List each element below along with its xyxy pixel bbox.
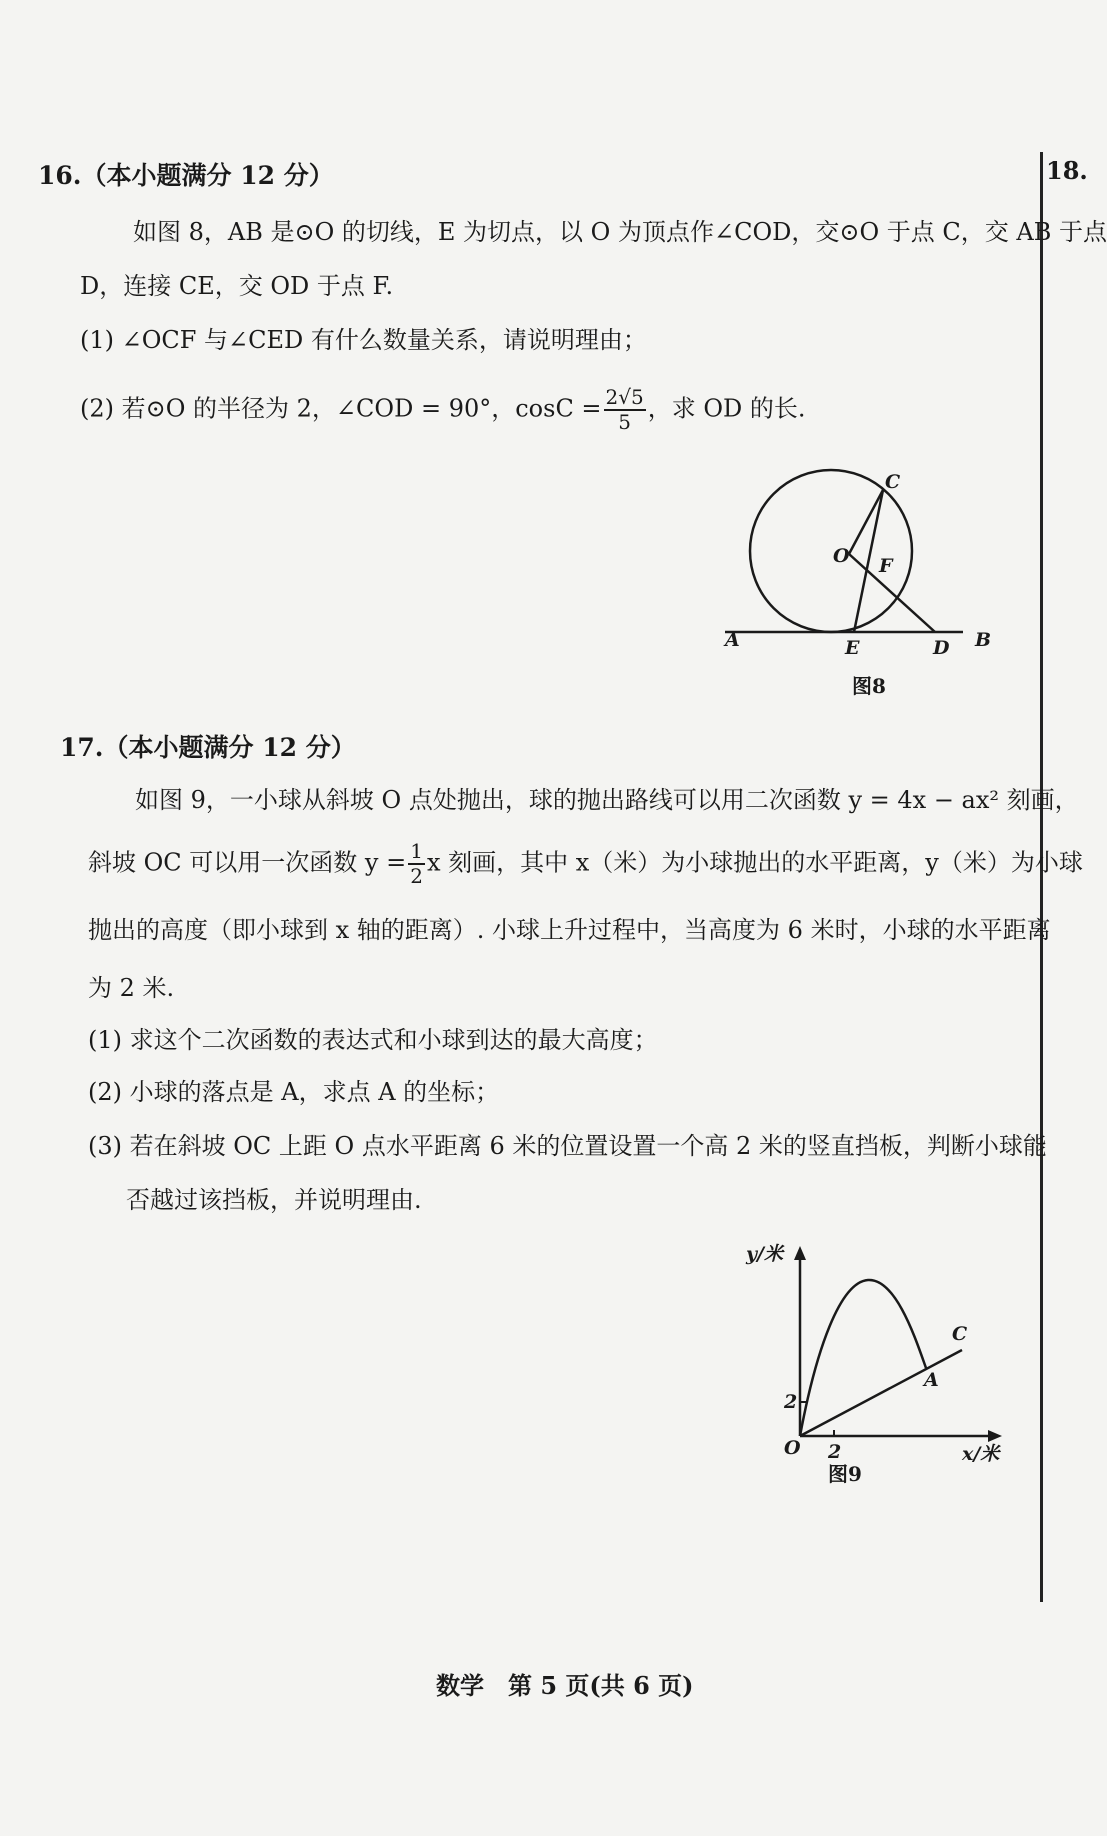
q16-part2 <box>80 386 806 434</box>
q17-part3-line1: (3) 若在斜坡 OC 上距 O 点水平距离 6 米的位置设置一个高 2 米的竖直挡板，判断小球能 <box>88 1132 1047 1160</box>
q16-cos-fraction <box>604 386 646 434</box>
fig9-y-axis-label: y/米 <box>746 1243 783 1265</box>
y-axis-arrow-icon <box>794 1246 806 1260</box>
q16-cos-denominator: 5 <box>618 410 632 434</box>
q17-text-line1: 如图 9，一小球从斜坡 O 点处抛出，球的抛出路线可以用二次函数 y = 4x − ax² 刻画， <box>135 786 1079 814</box>
q17-part2: (2) 小球的落点是 A，求点 A 的坐标； <box>88 1078 500 1106</box>
fig9-y-tick-label: 2 <box>784 1391 798 1413</box>
q16-part1: (1) ∠OCF 与∠CED 有什么数量关系，请说明理由； <box>80 326 647 354</box>
fig9-label-a: A <box>924 1369 939 1391</box>
fig9-origin-label: O <box>784 1437 801 1459</box>
q17-text-line3: 抛出的高度（即小球到 x 轴的距离）. 小球上升过程中，当高度为 6 米时，小球的水平距离 <box>88 916 1051 944</box>
fig8-label-e: E <box>845 637 860 659</box>
q16-part2-before: (2) 若⊙O 的半径为 2，∠COD = 90°，cosC = <box>80 394 602 423</box>
page-footer: 数学 第 5 页(共 6 页) <box>436 1671 694 1700</box>
fig8-label-c: C <box>885 471 901 493</box>
q16-heading: 16.（本小题满分 12 分） <box>38 161 334 190</box>
figure-8-caption: 图8 <box>852 674 886 698</box>
fig9-x-axis-label: x/米 <box>962 1443 1000 1465</box>
ball-trajectory-parabola <box>800 1280 926 1436</box>
q16-cos-numerator: 2√5 <box>605 385 644 409</box>
fig8-label-f: F <box>879 555 893 577</box>
circle-o <box>750 470 912 632</box>
fig9-label-c: C <box>952 1323 968 1345</box>
fig9-x-tick-label: 2 <box>828 1441 842 1463</box>
figure-9 <box>740 1240 1010 1480</box>
q16-text-line2: D，连接 CE，交 OD 于点 F. <box>80 272 394 300</box>
q17-part1: (1) 求这个二次函数的表达式和小球到达的最大高度； <box>88 1026 658 1054</box>
fig8-label-d: D <box>933 637 950 659</box>
q17-line2-after: x 刻画，其中 x（米）为小球抛出的水平距离，y（米）为小球 <box>426 848 1083 877</box>
next-question-number: 18. <box>1046 156 1088 185</box>
q16-part2-after: ，求 OD 的长. <box>647 394 806 423</box>
fig8-label-b: B <box>975 629 992 651</box>
q17-text-line4: 为 2 米. <box>88 974 175 1002</box>
q17-slope-fraction <box>408 840 425 888</box>
x-axis-arrow-icon <box>988 1430 1002 1442</box>
q17-text-line2 <box>88 840 1083 888</box>
q17-slope-denominator: 2 <box>410 864 423 888</box>
segment-oc <box>849 490 883 554</box>
fig8-label-a: A <box>725 629 740 651</box>
q16-text-line1: 如图 8，AB 是⊙O 的切线，E 为切点，以 O 为顶点作∠COD，交⊙O 于点 C，交 AB 于点 <box>133 218 1107 246</box>
q17-heading: 17.（本小题满分 12 分） <box>60 733 356 762</box>
figure-9-caption: 图9 <box>828 1462 862 1486</box>
q17-slope-numerator: 1 <box>410 839 423 863</box>
q17-part3-line2: 否越过该挡板，并说明理由. <box>126 1186 422 1214</box>
slope-oc <box>800 1350 962 1436</box>
q17-line2-before: 斜坡 OC 可以用一次函数 y = <box>88 848 407 877</box>
fig8-label-o: O <box>833 545 850 567</box>
